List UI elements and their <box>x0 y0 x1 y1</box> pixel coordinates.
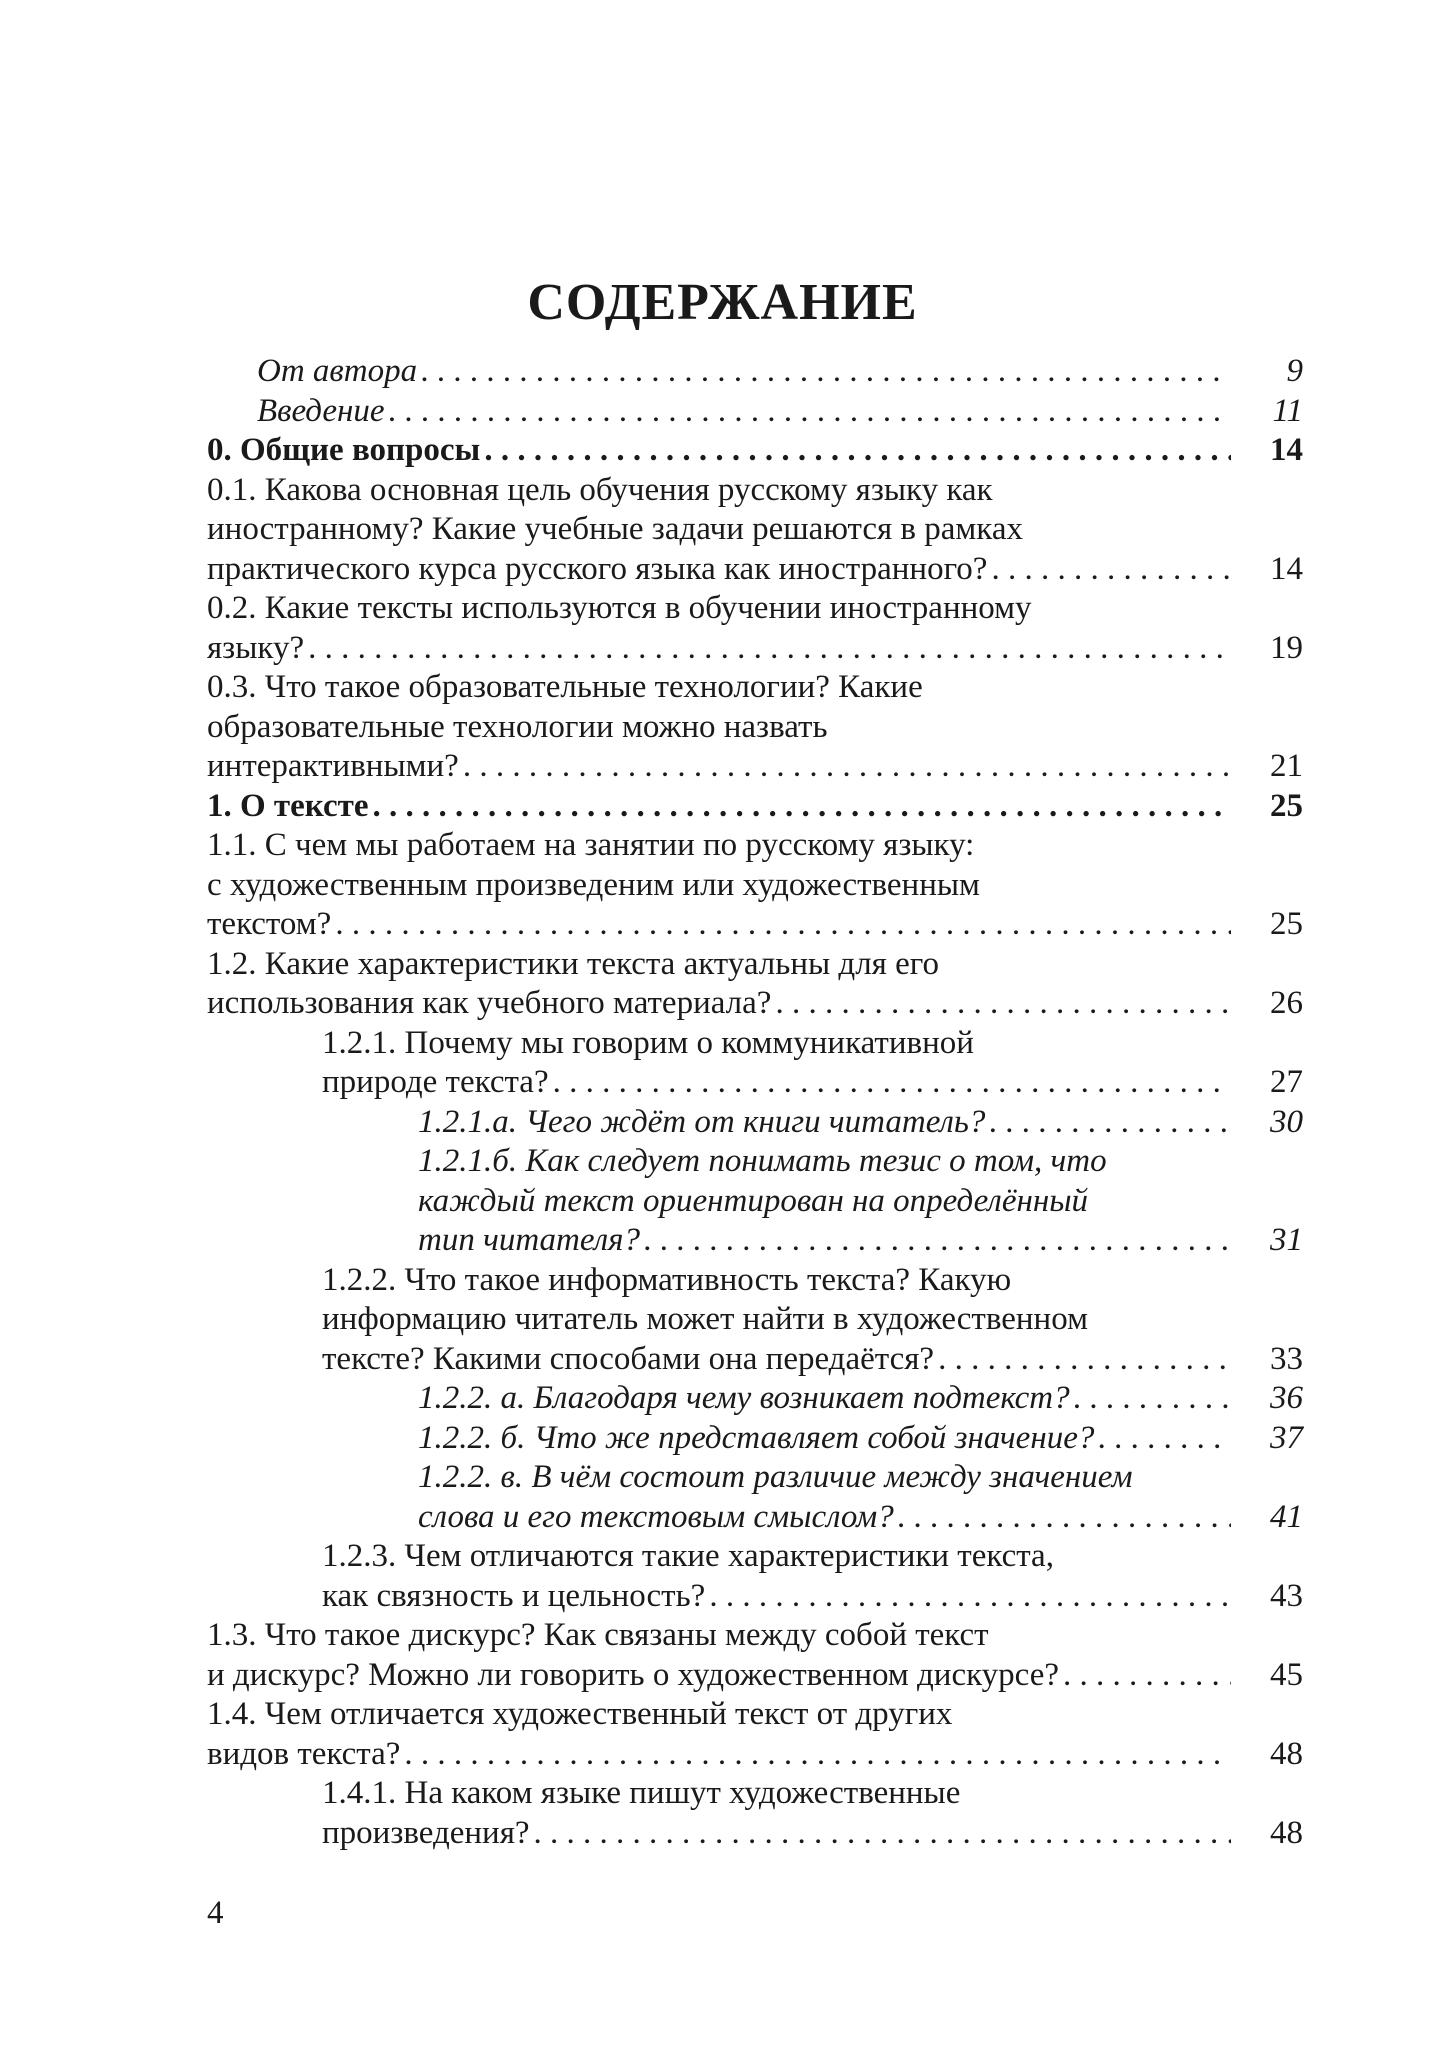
toc-entry-text: 1.2.1.а. Чего ждёт от книги читатель? <box>418 1103 986 1140</box>
toc-page-number: 14 <box>1270 550 1303 587</box>
toc-entry-line: 0.1. Какова основная цель обучения русскому языку как <box>207 471 993 508</box>
toc-entry-last-line <box>207 1656 1303 1696</box>
toc-entry-line: иностранному? Какие учебные задачи решаются в рамках <box>207 511 1023 547</box>
toc-entry-last-line <box>207 392 1303 432</box>
toc-entry[interactable] <box>207 945 1303 1024</box>
toc-entry-line: 0.2. Какие тексты используются в обучении иностранному <box>207 590 1032 626</box>
toc-page-number: 25 <box>1270 906 1303 942</box>
toc-entry[interactable] <box>207 1774 1303 1853</box>
dot-leader <box>1094 1419 1231 1459</box>
toc-entry-line: 1.2.1. Почему мы говорим о коммуникативной <box>322 1024 974 1061</box>
toc-entry[interactable] <box>207 1379 1303 1419</box>
toc-entry-last-line <box>207 629 1303 669</box>
dot-leader <box>400 1735 1231 1775</box>
toc-entry-text: От автора <box>257 353 418 389</box>
toc-page-number: 33 <box>1270 1340 1303 1377</box>
toc-entry-last-line <box>207 352 1303 392</box>
dot-leader <box>530 1814 1231 1854</box>
toc-entry[interactable] <box>207 1419 1303 1459</box>
toc-page-number: 26 <box>1270 985 1303 1021</box>
toc-entry-text: языку? <box>207 629 305 666</box>
toc-entry-last-line <box>322 1814 1303 1854</box>
toc-entry-line: 1.4.1. На каком языке пишут художественные <box>322 1775 961 1811</box>
toc-page-number: 37 <box>1270 1419 1303 1456</box>
toc-entry-text: как связность и цельность? <box>322 1577 706 1614</box>
toc-page-number: 48 <box>1270 1814 1303 1851</box>
dot-leader <box>417 352 1231 392</box>
toc-entry-last-line <box>418 1103 1303 1143</box>
dot-leader <box>1059 1656 1231 1696</box>
toc-entry-last-line <box>418 1221 1303 1261</box>
toc-entry-last-line <box>418 1419 1303 1459</box>
toc-entry-last-line <box>207 431 1303 471</box>
toc-entry-line: каждый текст ориентирован на определённый <box>418 1182 1089 1219</box>
toc-page-number: 41 <box>1270 1498 1303 1535</box>
toc-entry[interactable] <box>207 1024 1303 1103</box>
toc-page-number: 36 <box>1270 1380 1303 1416</box>
toc-entry[interactable] <box>207 431 1303 471</box>
dot-leader <box>987 550 1231 590</box>
toc-entry-line: 1.2.1.б. Как следует понимать тезис о том, что <box>418 1143 1107 1179</box>
toc-entry[interactable] <box>207 352 1303 392</box>
toc-entry-line: 1.1. С чем мы работаем на занятии по русскому языку: <box>207 827 975 863</box>
dot-leader <box>705 1577 1231 1617</box>
dot-leader <box>549 1063 1231 1103</box>
dot-leader <box>459 747 1231 787</box>
toc-entry-last-line <box>322 1063 1303 1103</box>
toc-page-number: 21 <box>1270 748 1303 784</box>
toc-entry-text: 1. О тексте <box>207 787 369 824</box>
toc-entry-line: образовательные технологии можно назвать <box>207 708 828 745</box>
toc-entry-line: 1.2.2. Что такое информативность текста? Какую <box>322 1261 1012 1298</box>
toc-entry-last-line <box>418 1379 1303 1419</box>
dot-leader <box>385 392 1231 432</box>
toc-entry-last-line <box>207 747 1303 787</box>
toc-entry-text: тип читателя? <box>418 1222 640 1258</box>
toc-page-number: 45 <box>1270 1656 1303 1693</box>
toc-entry-line: 1.2.3. Чем отличаются такие характеристики текста, <box>322 1538 1054 1574</box>
page-number: 4 <box>207 1895 224 1931</box>
toc-entry-line: 0.3. Что такое образовательные технологии? Какие <box>207 669 923 705</box>
toc-entry[interactable] <box>207 1261 1303 1380</box>
toc-entry-line: 1.3. Что такое дискурс? Как связаны между собой текст <box>207 1617 989 1653</box>
toc-entry-text: Введение <box>257 392 385 429</box>
toc-entry-line: 1.2.2. в. В чём состоит различие между значением <box>418 1459 1133 1495</box>
dot-leader <box>771 984 1231 1024</box>
toc-page-number: 14 <box>1270 432 1303 468</box>
dot-leader <box>1070 1379 1231 1419</box>
toc-entry[interactable] <box>207 1695 1303 1774</box>
toc-entry[interactable] <box>207 787 1303 827</box>
toc-entry-text: 1.2.2. б. Что же представляет собой значение? <box>418 1419 1095 1456</box>
toc-entry[interactable] <box>207 1142 1303 1261</box>
toc-entry-last-line <box>207 1735 1303 1775</box>
dot-leader <box>894 1498 1231 1538</box>
page-title: СОДЕРЖАНИЕ <box>527 274 918 331</box>
toc-entry-text: природе текста? <box>322 1064 549 1100</box>
toc-entry[interactable] <box>207 1537 1303 1616</box>
dot-leader <box>304 629 1231 669</box>
dot-leader <box>480 431 1231 471</box>
toc-entry-last-line <box>322 1340 1303 1380</box>
toc-page-number: 43 <box>1270 1577 1303 1614</box>
toc-entry[interactable] <box>207 471 1303 590</box>
dot-leader <box>368 787 1231 827</box>
toc-page-number: 25 <box>1270 787 1303 824</box>
toc-entry-text: 1.2.2. а. Благодаря чему возникает подтекст? <box>418 1380 1070 1416</box>
toc-entry-text: практического курса русского языка как иностранного? <box>207 550 988 587</box>
toc-page-number: 48 <box>1270 1735 1303 1772</box>
toc-entry-text: интерактивными? <box>207 748 459 784</box>
toc-entry-text: произведения? <box>322 1814 530 1851</box>
toc-entry[interactable] <box>207 826 1303 945</box>
toc-page-number: 11 <box>1272 392 1303 429</box>
toc-entry-text: текстом? <box>207 906 332 942</box>
toc-entry-last-line <box>207 984 1303 1024</box>
toc-entry[interactable] <box>207 392 1303 432</box>
toc-page-number: 31 <box>1270 1222 1303 1258</box>
toc-entry[interactable] <box>207 668 1303 787</box>
toc-entry-last-line <box>322 1577 1303 1617</box>
dot-leader <box>985 1103 1231 1143</box>
toc-entry-text: использования как учебного материала? <box>207 985 772 1021</box>
toc-entry[interactable] <box>207 1458 1303 1537</box>
toc-entry[interactable] <box>207 1616 1303 1695</box>
toc-page-number: 30 <box>1270 1103 1303 1140</box>
toc-entry-last-line <box>207 905 1303 945</box>
dot-leader <box>331 905 1231 945</box>
toc-entry-line: 1.2. Какие характеристики текста актуальны для его <box>207 945 939 982</box>
toc-page-number: 27 <box>1270 1064 1303 1100</box>
toc-entry-text: тексте? Какими способами она передаётся? <box>322 1340 935 1377</box>
toc-entry-text: слова и его текстовым смыслом? <box>418 1498 894 1535</box>
table-of-contents <box>207 352 1303 1853</box>
toc-page-number: 19 <box>1270 629 1303 666</box>
toc-entry-text: и дискурс? Можно ли говорить о художественном дискурсе? <box>207 1656 1060 1693</box>
toc-entry-line: информацию читатель может найти в художественном <box>322 1301 1088 1337</box>
toc-page-number: 9 <box>1286 353 1303 389</box>
toc-entry-line: 1.4. Чем отличается художественный текст от других <box>207 1696 953 1732</box>
dot-leader <box>640 1221 1231 1261</box>
dot-leader <box>934 1340 1231 1380</box>
toc-entry[interactable] <box>207 1103 1303 1143</box>
toc-entry-last-line <box>207 550 1303 590</box>
toc-entry-text: 0. Общие вопросы <box>207 432 481 468</box>
toc-entry-line: с художественным произведеним или художественным <box>207 866 980 903</box>
toc-entry-last-line <box>418 1498 1303 1538</box>
toc-entry-text: видов текста? <box>207 1735 401 1772</box>
toc-entry-last-line <box>207 787 1303 827</box>
toc-entry[interactable] <box>207 589 1303 668</box>
